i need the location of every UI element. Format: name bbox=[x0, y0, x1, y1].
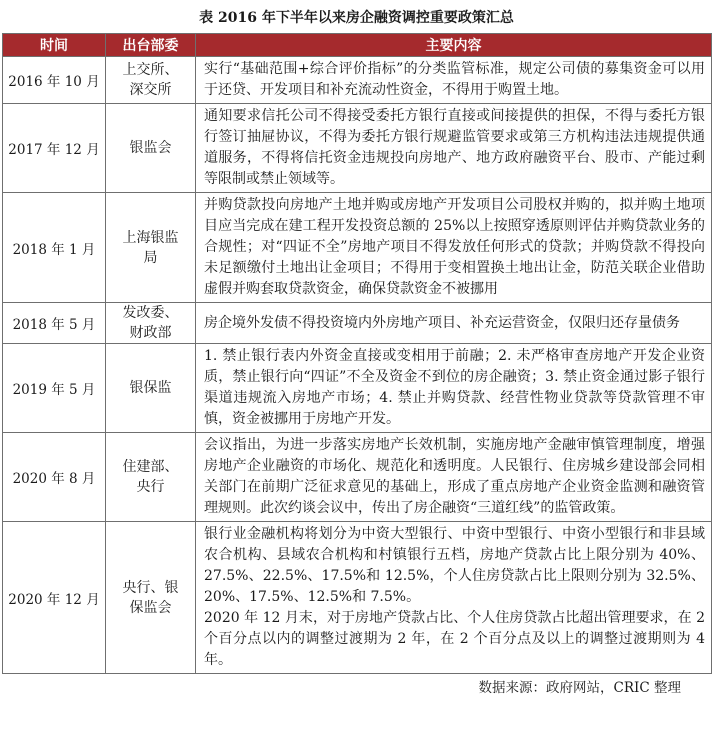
table-row bbox=[3, 522, 712, 674]
time-cell: 2019 年 5 月 bbox=[3, 344, 106, 433]
table-row bbox=[3, 303, 712, 344]
table-row bbox=[3, 433, 712, 522]
table-title: 表 2016 年下半年以来房企融资调控重要政策汇总 bbox=[199, 10, 514, 26]
agency-cell: 上交所、深交所 bbox=[106, 57, 196, 104]
content-paragraph: 会议指出，为进一步落实房地产长效机制，实施房地产金融审慎管理制度，增强房地产企业融资的市场化、规范化和透明度。人民银行、住房城乡建设部会同相关部门在前期广泛征求意见的基础上，形成了重点房地产企业资金监测和融资管理规则。此次约谈会议中，传出了房企融资“三道红线”的监管政策。 bbox=[204, 437, 705, 516]
content-cell bbox=[196, 433, 712, 522]
content-paragraph: 实行“基础范围+综合评价指标”的分类监管标准，规定公司债的募集资金可以用于还贷、开发项目和补充流动性资金，不得用于购置土地。 bbox=[204, 61, 705, 98]
time-cell: 2020 年 12 月 bbox=[3, 522, 106, 674]
time-cell: 2020 年 8 月 bbox=[3, 433, 106, 522]
policy-table bbox=[2, 33, 712, 674]
time-cell: 2018 年 1 月 bbox=[3, 193, 106, 303]
agency-cell: 住建部、央行 bbox=[106, 433, 196, 522]
content-paragraph: 1. 禁止银行表内外资金直接或变相用于前融；2. 未严格审查房地产开发企业资质，禁止银行向“四证”不全及资金不到位的房企融资；3. 禁止资金通过影子银行渠道违规流入房地产市场；4. 禁止并购贷款、经营性物业贷款等贷款管理不审慎，资金被挪用于房地产开发。 bbox=[204, 348, 705, 427]
content-paragraph: 通知要求信托公司不得接受委托方银行直接或间接提供的担保，不得与委托方银行签订抽屉协议，不得为委托方银行规避监管要求或第三方机构违法违规提供通道服务，不得将信托资金违规投向房地产、地方政府融资平台、股市、产能过剩等限制或禁止领域等。 bbox=[204, 108, 705, 187]
content-cell bbox=[196, 303, 712, 344]
agency-cell: 发改委、财政部 bbox=[106, 303, 196, 344]
column-header-agency: 出台部委 bbox=[106, 34, 196, 57]
content-cell bbox=[196, 344, 712, 433]
table-row bbox=[3, 57, 712, 104]
agency-cell: 银保监 bbox=[106, 344, 196, 433]
column-header-content: 主要内容 bbox=[196, 34, 712, 57]
content-cell bbox=[196, 104, 712, 193]
content-cell bbox=[196, 522, 712, 674]
content-paragraph: 房企境外发债不得投资境内外房地产项目、补充运营资金，仅限归还存量债务 bbox=[204, 314, 680, 331]
table-row bbox=[3, 193, 712, 303]
source-note: 数据来源：政府网站，CRIC 整理 bbox=[478, 680, 681, 696]
content-paragraph: 2020 年 12 月末，对于房地产贷款占比、个人住房贷款占比超出管理要求，在 2 个百分点以内的调整过渡期为 2 年，在 2 个百分点及以上的调整过渡期则为 4 年。 bbox=[204, 610, 705, 668]
content-paragraph: 银行业金融机构将划分为中资大型银行、中资中型银行、中资小型银行和非县域农合机构、县域农合机构和村镇银行五档，房地产贷款占比上限分别为 40%、27.5%、22.5%、17.5%和 12.5%，个人住房贷款占比上限则分别为 32.5%、20%、17.5%、12.5%和 7.5%。 bbox=[204, 526, 705, 605]
agency-cell: 上海银监局 bbox=[106, 193, 196, 303]
content-cell bbox=[196, 193, 712, 303]
table-row bbox=[3, 104, 712, 193]
time-cell: 2017 年 12 月 bbox=[3, 104, 106, 193]
column-header-time: 时间 bbox=[3, 34, 106, 57]
time-cell: 2018 年 5 月 bbox=[3, 303, 106, 344]
agency-cell: 央行、银保监会 bbox=[106, 522, 196, 674]
table-header-row bbox=[3, 34, 712, 57]
agency-cell: 银监会 bbox=[106, 104, 196, 193]
content-paragraph: 并购贷款投向房地产土地并购或房地产开发项目公司股权并购的，拟并购土地项目应当完成在建工程开发投资总额的 25%以上按照穿透原则评估并购贷款业务的合规性；对“四证不全”房地产项目不得发放任何形式的贷款；并购贷款不得投向未足额缴付土地出让金项目；不得用于变相置换土地出让金，防范关联企业借助虚假并购套取贷款资金，确保贷款资金不被挪用 bbox=[204, 197, 705, 297]
content-cell bbox=[196, 57, 712, 104]
table-row bbox=[3, 344, 712, 433]
time-cell: 2016 年 10 月 bbox=[3, 57, 106, 104]
